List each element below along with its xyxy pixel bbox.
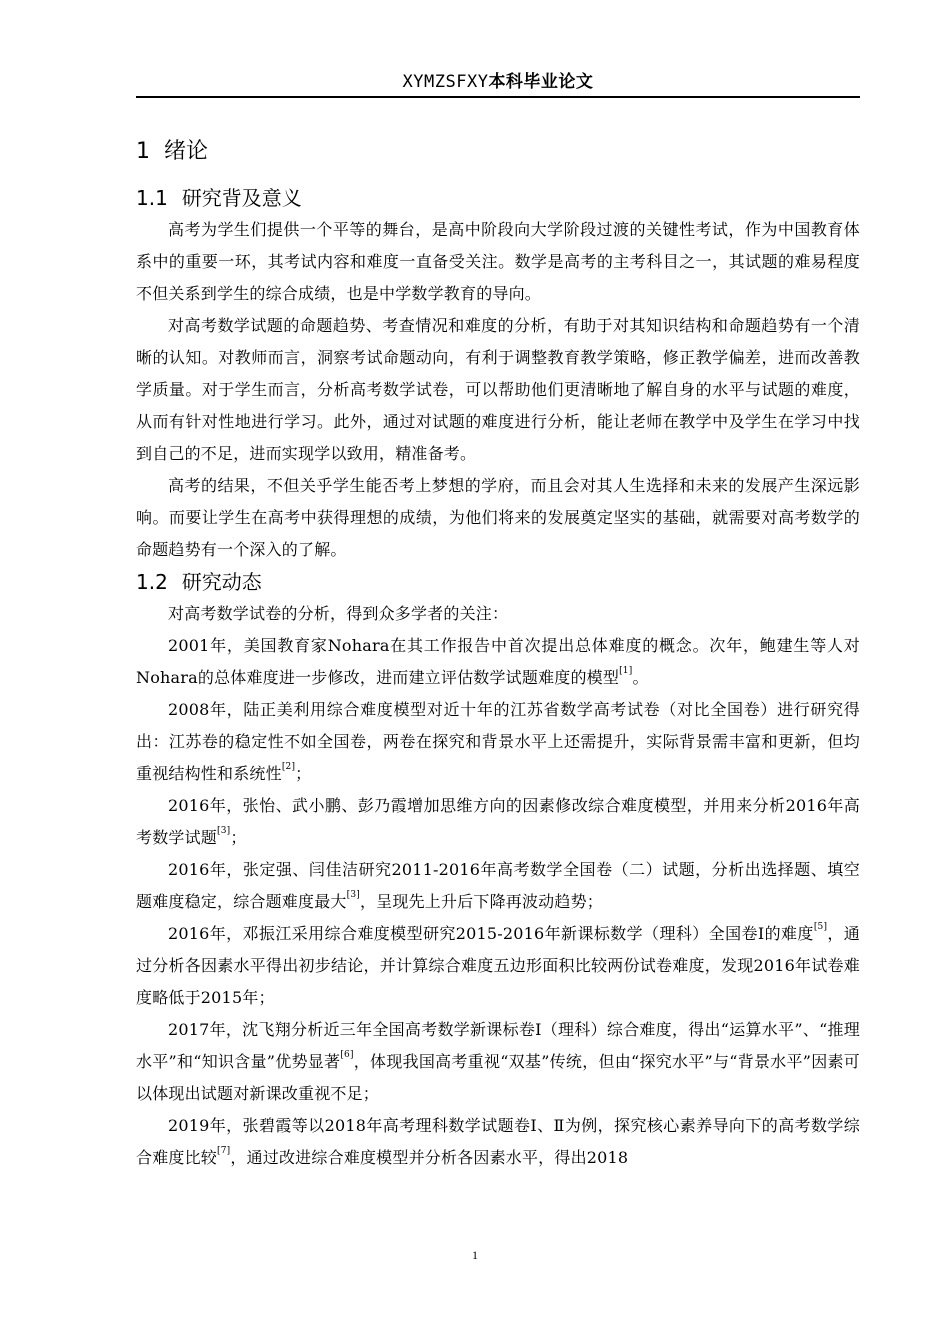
section-number: 1.1 — [136, 186, 168, 210]
paragraph: 高考的结果，不但关乎学生能否考上梦想的学府，而且会对其人生选择和未来的发展产生深远影响。而要让学生在高考中获得理想的成绩，为他们将来的发展奠定坚实的基础，就需要对高考数学的命题趋势有一个深入的了解。 — [136, 476, 860, 559]
paragraph: 对高考数学试卷的分析，得到众多学者的关注： — [168, 604, 509, 623]
literature-entry — [136, 790, 860, 854]
header-title: 本科毕业论文 — [488, 72, 594, 92]
chapter-number: 1 — [136, 139, 150, 164]
entry-text: 2016年，张怡、武小鹏、彭乃霞增加思维方向的因素修改综合难度模型，并用来分析2016年高考数学试题 — [136, 796, 860, 847]
main-content — [136, 130, 860, 1174]
literature-entry — [136, 1014, 860, 1110]
header-code: XYMZSFXY — [402, 72, 489, 92]
chapter-title: 绪论 — [164, 139, 209, 164]
citation-ref[interactable]: [5] — [813, 922, 828, 932]
entry-text: ，体现我国高考重视“双基”传统，但由“探究水平”与“背景水平”因素可以体现出试题对新课改重视不足； — [136, 1052, 860, 1103]
literature-entry — [136, 694, 860, 790]
entry-text: 2016年，邓振江采用综合难度模型研究2015-2016年新课标数学（理科）全国卷I的难度 — [168, 924, 814, 943]
entry-text: 2017年，沈飞翔分析近三年全国高考数学新课标卷Ⅰ（理科）综合难度，得出“运算水平”、“推理水平”和“知识含量”优势显著 — [136, 1020, 860, 1071]
entry-text: ； — [230, 828, 247, 847]
entry-text: ，呈现先上升后下降再波动趋势； — [359, 892, 603, 911]
citation-ref[interactable]: [7] — [217, 1146, 231, 1156]
entry-text: 2001年，美国教育家Nohara在其工作报告中首次提出总体难度的概念。次年，鲍建生等人对Nohara的总体难度进一步修改，进而建立评估数学试题难度的模型 — [136, 636, 860, 687]
page-number: 1 — [472, 1248, 478, 1262]
entry-text: ，通过改进综合难度模型并分析各因素水平，得出2018 — [230, 1148, 629, 1167]
entry-text: 。 — [632, 668, 649, 687]
literature-entry — [136, 918, 860, 1014]
entry-text: ，通过分析各因素水平得出初步结论，并计算综合难度五边形面积比较两份试卷难度，发现2016年试卷难度略低于2015年； — [136, 924, 860, 1007]
literature-entry — [136, 854, 860, 918]
paragraph: 对高考数学试题的命题趋势、考查情况和难度的分析，有助于对其知识结构和命题趋势有一个清晰的认知。对教师而言，洞察考试命题动向，有利于调整教育教学策略，修正教学偏差，进而改善教学质量。对于学生而言，分析高考数学试卷，可以帮助他们更清晰地了解自身的水平与试题的难度，从而有针对性地进行学习。此外，通过对试题的难度进行分析，能让老师在教学中及学生在学习中找到自己的不足，进而实现学以致用，精准备考。 — [136, 316, 860, 463]
entry-text: ； — [295, 764, 312, 783]
citation-ref[interactable]: [3] — [217, 826, 231, 836]
section-title: 研究动态 — [181, 570, 262, 594]
citation-ref[interactable]: [1] — [619, 666, 633, 676]
section-heading-1-1 — [136, 182, 860, 214]
citation-ref[interactable]: [6] — [340, 1050, 354, 1060]
section-heading-1-2 — [136, 566, 860, 598]
literature-entry — [136, 630, 860, 694]
chapter-heading — [136, 136, 860, 168]
entry-text: 2008年，陆正美利用综合难度模型对近十年的江苏省数学高考试卷（对比全国卷）进行研究得出：江苏卷的稳定性不如全国卷，两卷在探究和背景水平上还需提升，实际背景需丰富和更新，但均重视结构性和系统性 — [136, 700, 860, 783]
literature-entry — [136, 1110, 860, 1174]
paragraph: 高考为学生们提供一个平等的舞台，是高中阶段向大学阶段过渡的关键性考试，作为中国教育体系中的重要一环，其考试内容和难度一直备受关注。数学是高考的主考科目之一，其试题的难易程度不但关系到学生的综合成绩，也是中学数学教育的导向。 — [136, 220, 860, 303]
running-header — [136, 68, 860, 98]
entry-text: 2019年，张碧霞等以2018年高考理科数学试题卷Ⅰ、Ⅱ为例，探究核心素养导向下的高考数学综合难度比较 — [136, 1116, 860, 1167]
section-number: 1.2 — [136, 570, 168, 594]
citation-ref[interactable]: [2] — [281, 762, 296, 772]
section-title: 研究背及意义 — [181, 186, 302, 210]
entry-text: 2016年，张定强、闫佳洁研究2011-2016年高考数学全国卷（二）试题，分析出选择题、填空题难度稳定，综合题难度最大 — [136, 860, 860, 911]
citation-ref[interactable]: [3] — [346, 890, 360, 900]
